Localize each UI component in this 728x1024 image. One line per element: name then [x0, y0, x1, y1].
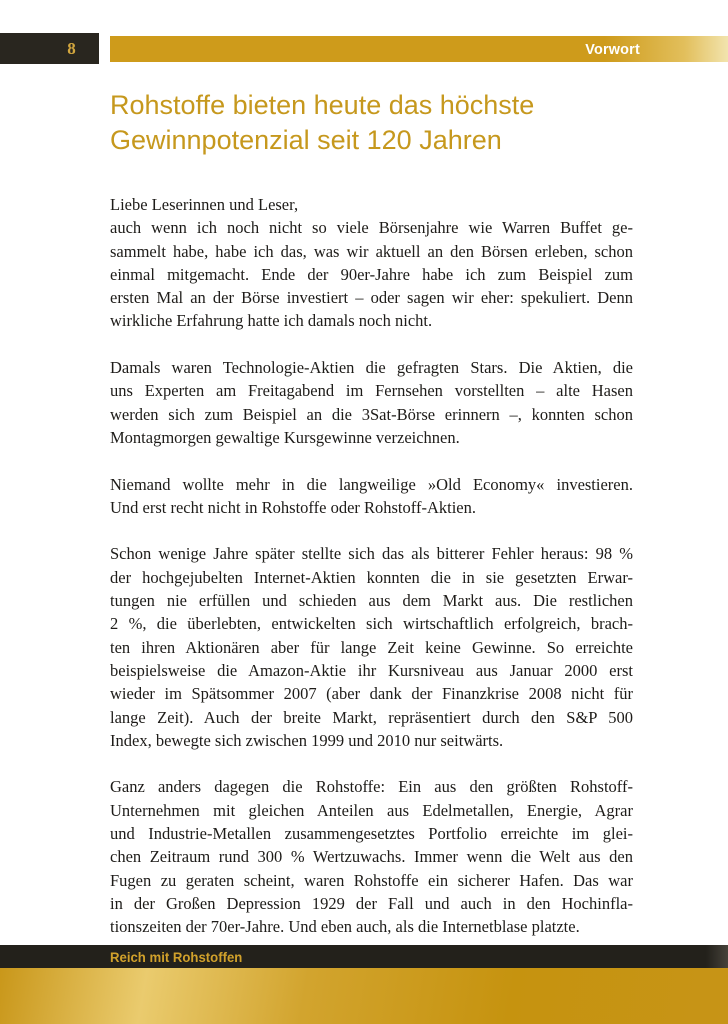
section-label: Vorwort [585, 40, 640, 58]
text-line: sammelt habe, habe ich das, was wir aktuell an den Börsen erleben, schon [110, 241, 633, 261]
text-line: Niemand wollte mehr in die langweilige »Old Economy« investieren. [110, 474, 633, 494]
text-line: tungen nie erfüllen und schieden aus dem Markt aus. Die restlichen [110, 591, 633, 611]
text-line: Ganz anders dagegen die Rohstoffe: Ein aus den größten Rohstoff- [110, 777, 633, 797]
text-line: Index, bewegte sich zwischen 1999 und 2010 nur seitwärts. [110, 730, 504, 750]
text-line: Liebe Leserinnen und Leser, [110, 195, 299, 214]
text-line: chen Zeitraum rund 300 % Wertzuwachs. Immer wenn die Welt aus den [110, 847, 633, 867]
book-title: Reich mit Rohstoffen [110, 948, 243, 965]
text-line: Montagmorgen gewaltige Kursgewinne verzeichnen. [110, 427, 460, 447]
text-line: Unternehmen mit gleichen Anteilen aus Edelmetallen, Energie, Agrar [110, 800, 633, 820]
text-line: einmal mitgemacht. Ende der 90er-Jahre habe ich zum Beispiel zum [110, 264, 633, 284]
text-line: Damals waren Technologie-Aktien die gefragten Stars. Die Aktien, die [110, 358, 633, 378]
text-line: Fugen zu geraten scheint, waren Rohstoffe ein sicherer Hafen. Das war [110, 870, 633, 890]
text-line: auch wenn ich noch nicht so viele Börsenjahre wie Warren Buffet ge- [110, 218, 633, 238]
footer-gold-band [0, 968, 728, 1024]
text-line: uns Experten am Freitagabend im Fernsehen vorstellten – alte Hasen [110, 381, 633, 401]
paragraph [110, 542, 633, 752]
chapter-title-line-1: Rohstoffe bieten heute das höchste [110, 90, 535, 120]
body-text [110, 193, 633, 939]
chapter-title-line-2: Gewinnpotenzial seit 120 Jahren [110, 125, 502, 155]
chapter-title [110, 88, 670, 158]
paragraph [110, 216, 633, 332]
text-line: Schon wenige Jahre später stellte sich das als bitterer Fehler heraus: 98 % [110, 544, 633, 564]
text-line: 2 %, die überlebten, entwickelten sich wirtschaftlich erfolgreich, brach- [110, 614, 633, 634]
paragraph [110, 775, 633, 938]
text-line: und Industrie-Metallen zusammengesetztes Portfolio erreichte im glei- [110, 824, 633, 844]
text-line: werden sich zum Beispiel an die 3Sat-Börse erinnern –, konnten schon [110, 404, 633, 424]
text-line: der hochgejubelten Internet-Aktien konnten die in sie gesetzten Erwar- [110, 567, 633, 587]
page-number: 8 [67, 38, 76, 58]
text-line: wirkliche Erfahrung hatte ich damals noch nicht. [110, 311, 433, 331]
text-line: wieder im Spätsommer 2007 (aber dank der Finanzkrise 2008 nicht für [110, 684, 633, 704]
paragraph [110, 473, 633, 520]
text-line: beispielsweise die Amazon-Aktie ihr Kursniveau aus Januar 2000 erst [110, 660, 633, 680]
footer-bar [0, 945, 728, 968]
section-header-bar [110, 36, 728, 62]
paragraph [110, 193, 633, 216]
text-line: ersten Mal an der Börse investiert – oder sagen wir eher: spekuliert. Denn [110, 288, 633, 308]
text-line: ten ihren Aktionären aber für lange Zeit keine Gewinne. So erreichte [110, 637, 633, 657]
text-line: tionszeiten der 70er-Jahre. Und eben auch, als die Internetblase platzte. [110, 917, 580, 937]
text-line: Und erst recht nicht in Rohstoffe oder Rohstoff-Aktien. [110, 497, 476, 517]
page-number-box [0, 33, 99, 64]
paragraph [110, 356, 633, 449]
text-line: in der Großen Depression 1929 der Fall und auch in den Hochinfla- [110, 893, 633, 913]
text-line: lange Zeit). Auch der breite Markt, repräsentiert durch den S&P 500 [110, 707, 633, 727]
